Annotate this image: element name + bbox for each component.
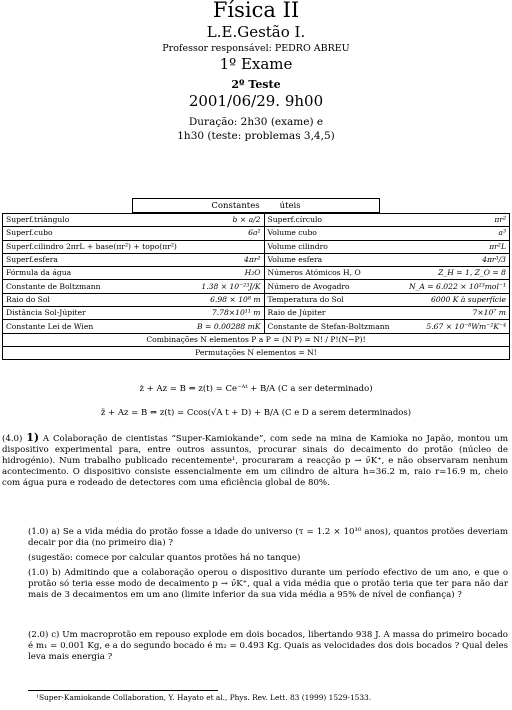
constant-value: 6.98 × 10⁸ m xyxy=(190,293,264,306)
footnote: ¹Super-Kamiokande Collaboration, Y. Hayato et al., Phys. Rev. Lett. 83 (1999) 1529-1533. xyxy=(36,693,372,702)
constant-label: Superf.esfera xyxy=(3,253,191,266)
constants-header-right: úteis xyxy=(279,200,301,211)
constant-label: Constante de Stefan-Boltzmann xyxy=(264,320,400,333)
problem-1-part-a-hint: (sugestão: comece por calcular quantos protões há no tanque) xyxy=(28,553,301,563)
constant-label: Constante de Boltzmann xyxy=(3,280,191,293)
constant-label: Superf.triângulo xyxy=(3,214,191,227)
duration-line-2: 1h30 (teste: problemas 3,4,5) xyxy=(177,130,335,142)
constants-row xyxy=(3,267,510,280)
problem-1-intro xyxy=(2,432,508,489)
constant-value: Z_H = 1, Z_O = 8 xyxy=(400,267,510,280)
constant-label: Volume cilindro xyxy=(264,240,400,253)
exam-title: Física II xyxy=(212,0,300,22)
constant-value: 1.38 × 10⁻²³J/K xyxy=(190,280,264,293)
equation-first-order: ż + Az = B ⇔ z(t) = Ce⁻ᴬᵗ + B/A (C a ser determinado) xyxy=(139,384,373,394)
problem-1-text: A Colaboração de cientistas “Super-Kamiokande”, com sede na mina de Kamioka no Japão, montou um dispositivo experimental para, entre outros assuntos, procurar sinais do decaimento do protão (núcleo de hidrogénio). Num trabalho publicado recentemente¹, procuraram a reacção p → ν̄K⁺, e não observaram nenhum acontecimento. O dispositivo consiste essencialmente em um cilindro de altura h=36.2 m, raio r=16.9 m, cheio com água pura e rodeado de detectores com uma eficiência global de 80%. xyxy=(2,434,508,489)
constant-value: 6a² xyxy=(190,227,264,240)
constant-value: 6000 K à superfície xyxy=(400,293,510,306)
combinations-cell: Combinações N elementos P a P = (N P) = N! / P!(N−P)! xyxy=(3,333,510,346)
constant-label: Números Atómicos H, O xyxy=(264,267,400,280)
constant-label: Temperatura do Sol xyxy=(264,293,400,306)
constant-label: Número de Avogadro xyxy=(264,280,400,293)
problem-1-part-c: (2.0) c) Um macroprotão em repouso explode em dois bocados, libertando 938 J. A massa do primeiro bocado é m₁ = 0.001 Kg, e a do segundo bocado é m₂ = 0.493 Kg. Quais as velocidades dos dois bocados ? Qual deles leva mais energia ? xyxy=(28,630,508,663)
constant-label: Volume cubo xyxy=(264,227,400,240)
problem-1-number: 1) xyxy=(26,431,40,444)
constants-row xyxy=(3,253,510,266)
combinations-row xyxy=(3,333,510,346)
constant-value: 5.67 × 10⁻⁸Wm⁻²K⁻⁴ xyxy=(400,320,510,333)
problem-1-part-b: (1.0) b) Admitindo que a colaboração operou o dispositivo durante um período efectivo de um ano, e que o protão só teria esse modo de decaimento p → ν̄K⁺, qual a vida média que o protão teria que ter para não dar mais de 3 decaimentos em um ano (limite inferior da sua vida média a 95% de nível de confiança) ? xyxy=(28,568,508,601)
constant-value: H₂O xyxy=(190,267,264,280)
constants-row xyxy=(3,214,510,227)
course-name: L.E.Gestão I. xyxy=(206,23,306,41)
constants-row xyxy=(3,320,510,333)
constants-row xyxy=(3,240,510,253)
constants-table xyxy=(2,213,510,360)
footnote-rule xyxy=(28,690,218,691)
constants-row xyxy=(3,280,510,293)
constant-label: Raio do Sol xyxy=(3,293,191,306)
constant-value: 4πr² xyxy=(190,253,264,266)
constants-row xyxy=(3,307,510,320)
exam-datetime: 2001/06/29. 9h00 xyxy=(188,92,324,110)
constant-value: N_A = 6.022 × 10²³mol⁻¹ xyxy=(400,280,510,293)
constants-row xyxy=(3,293,510,306)
constant-value: a³ xyxy=(400,227,510,240)
constant-value: 4πr³/3 xyxy=(400,253,510,266)
constant-value: πr²L xyxy=(400,240,510,253)
constant-label: Raio de Júpiter xyxy=(264,307,400,320)
constant-label: Fórmula da água xyxy=(3,267,191,280)
constant-label: Distância Sol-Júpiter xyxy=(3,307,191,320)
constant-value: 7×10⁷ m xyxy=(400,307,510,320)
constant-label: Volume esfera xyxy=(264,253,400,266)
permutations-cell: Permutações N elementos = N! xyxy=(3,346,510,359)
constants-header xyxy=(132,198,380,213)
constant-label: Superf.círculo xyxy=(264,214,400,227)
professor-line: Professor responsável: PEDRO ABREU xyxy=(162,43,350,54)
equation-second-order: z̈ + Az = B ⇔ z(t) = Ccos(√A t + D) + B/A (C e D a serem determinados) xyxy=(100,408,412,418)
problem-1-part-a: (1.0) a) Se a vida média do protão fosse a idade do universo (τ = 1.2 × 10¹⁰ anos), quantos protões deveriam decair por dia (no primeiro dia) ? xyxy=(28,527,508,549)
permutations-row xyxy=(3,346,510,359)
constant-value: πr² xyxy=(400,214,510,227)
constants-header-left: Constantes xyxy=(211,200,260,211)
constant-label: Constante Lei de Wien xyxy=(3,320,191,333)
duration-line-1: Duração: 2h30 (exame) e xyxy=(188,116,324,128)
constant-value xyxy=(190,240,264,253)
test-label: 2º Teste xyxy=(231,78,281,91)
exam-label: 1º Exame xyxy=(219,55,293,73)
constant-value: B = 0.00288 mK xyxy=(190,320,264,333)
constants-row xyxy=(3,227,510,240)
problem-1-points: (4.0) xyxy=(2,434,23,444)
constant-value: 7.78×10¹¹ m xyxy=(190,307,264,320)
constant-value: b × a/2 xyxy=(190,214,264,227)
constant-label: Superf.cubo xyxy=(3,227,191,240)
constant-label: Superf.cilindro 2πrL + base(πr²) + topo(πr²) xyxy=(3,240,191,253)
